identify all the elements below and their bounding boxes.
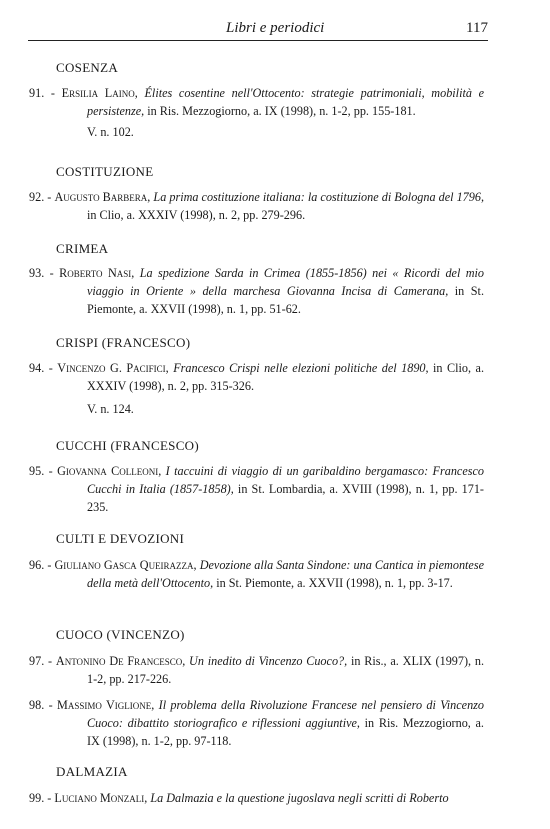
entry-author: Giovanna Colleoni, <box>57 464 162 478</box>
entry-author: Ersilia Laino, <box>61 86 138 100</box>
bibliography-entry <box>29 556 484 592</box>
entry-number: 91. - <box>29 86 55 100</box>
entry-title: Devozione alla Santa Sindone: una Cantica in piemontese della metà dell'Ottocento, <box>87 558 484 590</box>
page-number: 117 <box>466 20 488 36</box>
entry-author: Giuliano Gasca Queirazza, <box>54 558 197 572</box>
section-heading: CRIMEA <box>56 241 109 256</box>
bibliography-entry <box>29 84 484 120</box>
section-heading: CUOCO (VINCENZO) <box>56 627 185 642</box>
entry-source: in Ris., a. XLIX (1997), n. 1-2, pp. 217-226. <box>87 654 485 686</box>
bibliography-entry <box>29 188 484 224</box>
entry-number: 98. - <box>29 698 53 712</box>
entry-title: La spedizione Sarda in Crimea (1855-1856) nei « Ricordi del mio viaggio in Oriente » della marchesa Giovanna Incisa di Camerana, <box>87 266 485 298</box>
entry-number: 94. - <box>29 361 53 375</box>
entry-source: in Ris. Mezzogiorno, a. IX (1998), n. 1-2, pp. 155-181. <box>144 104 416 118</box>
cross-reference: V. n. 124. <box>87 402 134 416</box>
entry-source: in St. Lombardia, a. XVIII (1998), n. 1, pp. 171-235. <box>87 482 484 514</box>
cross-reference: V. n. 102. <box>87 125 134 139</box>
entry-number: 97. - <box>29 654 53 668</box>
entry-title: La Dalmazia e la questione jugoslava negli scritti di Roberto <box>150 791 449 805</box>
entry-author: Luciano Monzali, <box>54 791 148 805</box>
entry-title: Élites cosentine nell'Ottocento: strategie patrimoniali, mobilità e persistenze, <box>87 86 485 118</box>
running-header <box>28 20 488 41</box>
entry-number: 93. - <box>29 266 54 280</box>
bibliography-entry <box>29 264 484 318</box>
entry-title: I taccuini di viaggio di un garibaldino bergamasco: Francesco Cucchi in Italia (1857-1858), <box>87 464 484 496</box>
entry-author: Roberto Nasi, <box>59 266 135 280</box>
entry-source: in St. Piemonte, a. XXVII (1998), n. 1, pp. 51-62. <box>87 284 484 316</box>
section-heading: COSTITUZIONE <box>56 164 154 179</box>
entry-number: 96. - <box>29 558 52 572</box>
section-heading: CULTI E DEVOZIONI <box>56 531 185 546</box>
entry-source: in Clio, a. XXXIV (1998), n. 2, pp. 279-296. <box>87 208 306 222</box>
bibliography-entry <box>29 652 484 688</box>
entry-title: Un inedito di Vincenzo Cuoco?, <box>189 654 348 668</box>
entry-author: Antonino De Francesco, <box>55 654 186 668</box>
section-heading: CRISPI (FRANCESCO) <box>56 335 191 350</box>
entry-author: Massimo Viglione, <box>56 698 155 712</box>
bibliography-entry <box>29 696 484 750</box>
running-title: Libri e periodici <box>226 20 325 36</box>
bibliography-entry <box>29 462 484 516</box>
entry-title: Il problema della Rivoluzione Francese nel pensiero di Vincenzo Cuoco: dibattito storiografico e riflessioni aggiuntive, <box>87 698 484 730</box>
entry-source: in St. Piemonte, a. XXVII (1998), n. 1, pp. 3-17. <box>213 576 453 590</box>
entry-number: 95. - <box>29 464 53 478</box>
entry-source: in Ris. Mezzogiorno, a. IX (1998), n. 1-2, pp. 97-118. <box>87 716 484 748</box>
entry-title: Francesco Crispi nelle elezioni politiche del 1890, <box>173 361 429 375</box>
entry-author: Vincenzo G. Pacifici, <box>57 361 169 375</box>
bibliography-entry <box>29 789 484 807</box>
entry-title: La prima costituzione italiana: la costituzione di Bologna del 1796, <box>153 190 485 204</box>
bibliography-entry <box>29 359 484 395</box>
section-heading: CUCCHI (FRANCESCO) <box>56 438 200 453</box>
section-heading: DALMAZIA <box>56 764 128 779</box>
entry-source: in Clio, a. XXXIV (1998), n. 2, pp. 315-326. <box>87 361 484 393</box>
entry-number: 99. - <box>29 791 52 805</box>
entry-number: 92. - <box>29 190 52 204</box>
section-heading: COSENZA <box>56 60 119 75</box>
entry-author: Augusto Barbera, <box>54 190 151 204</box>
